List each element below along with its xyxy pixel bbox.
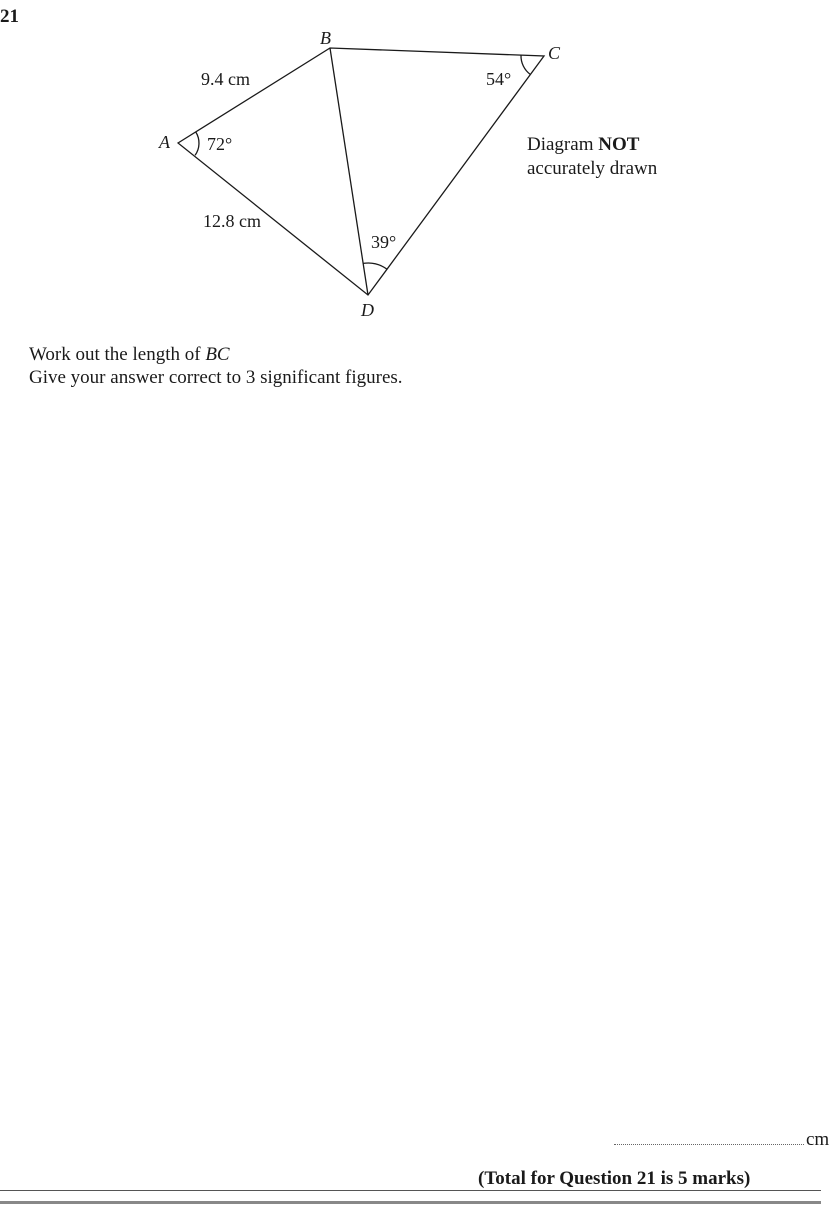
angle-arc-d bbox=[363, 263, 387, 269]
diagram-note bbox=[527, 133, 657, 181]
vertex-label-b: B bbox=[320, 28, 331, 48]
answer-input-line[interactable] bbox=[614, 1144, 804, 1145]
diagonal-bd bbox=[330, 48, 368, 295]
question-number: 21 bbox=[0, 6, 19, 27]
angle-arc-c bbox=[521, 55, 530, 74]
answer-unit: cm bbox=[806, 1129, 829, 1150]
length-label-ab: 9.4 cm bbox=[201, 69, 250, 89]
question-line-2: Give your answer correct to 3 significant figures. bbox=[29, 367, 403, 388]
diagram-note-bold: NOT bbox=[598, 134, 640, 155]
question-line-1: Work out the length of BC bbox=[29, 344, 230, 365]
divider-thin bbox=[0, 1190, 821, 1191]
quadrilateral-diagram bbox=[0, 0, 821, 330]
diagram-note-line2: accurately drawn bbox=[527, 158, 658, 179]
divider-thick bbox=[0, 1201, 821, 1204]
angle-label-d: 39° bbox=[371, 232, 397, 252]
total-marks: (Total for Question 21 is 5 marks) bbox=[478, 1168, 751, 1189]
vertex-label-a: A bbox=[159, 132, 170, 152]
question-text bbox=[29, 343, 403, 389]
angle-arc-a bbox=[195, 132, 199, 155]
question-variable: BC bbox=[205, 344, 230, 365]
diagram-note-line1: Diagram NOT bbox=[527, 134, 640, 155]
vertex-label-c: C bbox=[548, 43, 561, 63]
vertex-label-d: D bbox=[361, 300, 374, 320]
angle-label-a: 72° bbox=[207, 134, 233, 154]
length-label-ad: 12.8 cm bbox=[203, 211, 261, 231]
angle-label-c: 54° bbox=[486, 69, 512, 89]
